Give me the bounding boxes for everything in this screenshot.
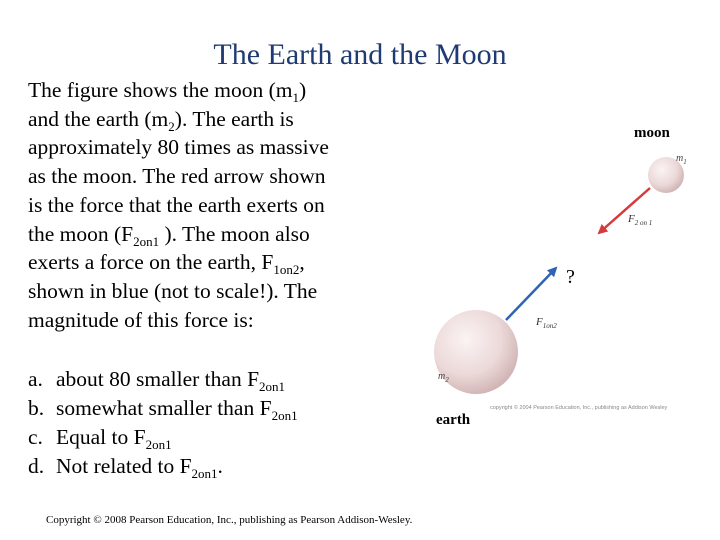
earth-moon-figure — [400, 120, 700, 420]
copyright-footer: Copyright © 2008 Pearson Education, Inc., publishing as Pearson Addison-Wesley. — [46, 514, 413, 526]
question-line-4: as the moon. The red arrow shown — [28, 164, 326, 189]
blue-force-arrow — [506, 268, 556, 320]
f21-label: $F_{2 on 1}$ — [628, 213, 653, 227]
question-line-2: and the earth $(m_2)$. The earth is — [28, 106, 294, 134]
m1-label: $m_1$ — [676, 153, 687, 166]
answer-options — [28, 365, 298, 481]
slide-title: The Earth and the Moon — [213, 38, 507, 71]
figure-copyright: copyright © 2004 Pearson Education, Inc., publishing as Addison Wesley — [490, 405, 668, 411]
m2-label: $m_2$ — [438, 371, 449, 384]
question-line-9: magnitude of this force is: — [28, 307, 254, 332]
option-d[interactable]: d. Not related to $F_{2on1}$. — [28, 454, 223, 481]
moon-label: moon — [634, 125, 670, 141]
option-c[interactable]: c. Equal to $F_{2on1}$ — [28, 425, 172, 452]
question-line-5: is the force that the earth exerts on — [28, 192, 325, 217]
question-line-3: approximately 80 times as massive — [28, 135, 329, 160]
option-b[interactable]: b. somewhat smaller than $F_{2on1}$ — [28, 396, 298, 423]
question-line-8: shown in blue (not to scale!). The — [28, 278, 318, 303]
option-a[interactable]: a. about 80 smaller than $F_{2on1}$ — [28, 367, 286, 394]
question-line-6: the moon ($F_{2on1}$ ). The moon also — [28, 221, 310, 249]
question-line-1: The figure shows the moon $(m_1)$ — [28, 78, 307, 105]
question-text — [28, 76, 388, 334]
earth-label: earth — [436, 412, 471, 428]
question-mark: ? — [566, 266, 575, 288]
question-line-7: exerts a force on the earth, $F_{1on2}$, — [28, 250, 305, 278]
f12-label: $F_{1on2}$ — [536, 316, 557, 330]
